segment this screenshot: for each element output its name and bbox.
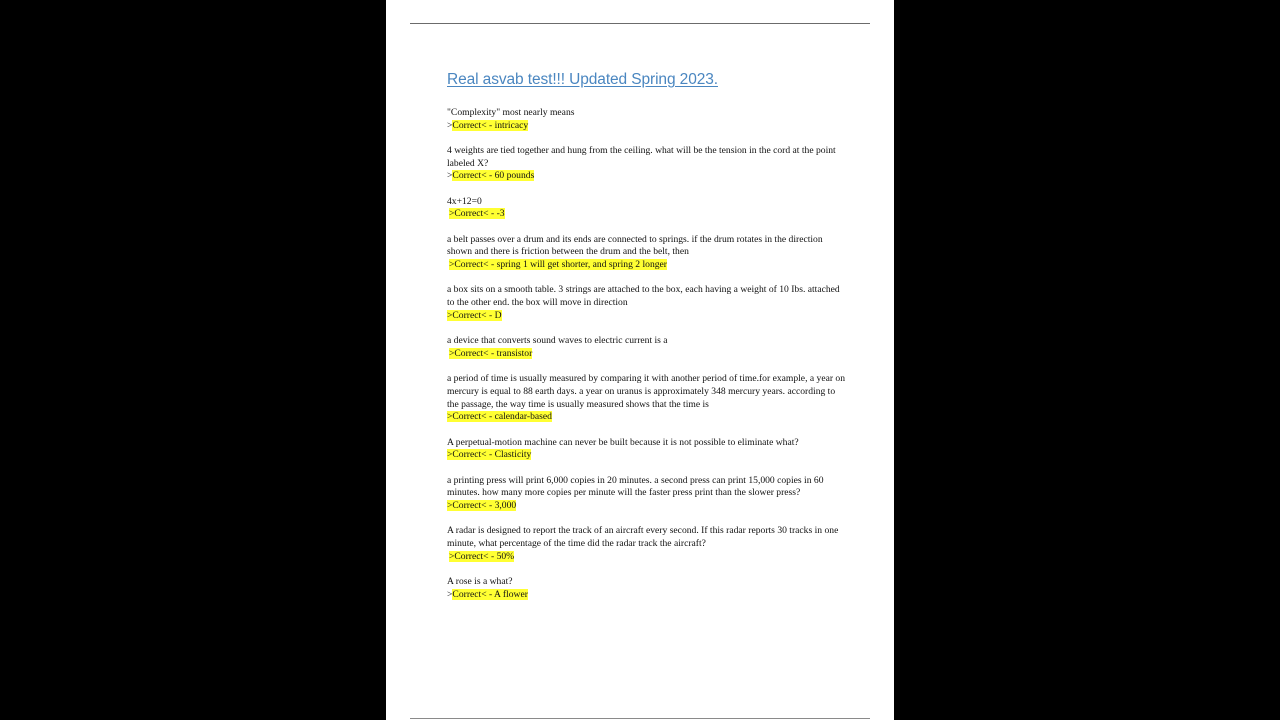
qa-item: [447, 145, 847, 183]
answer-highlight: Correct< - A flower: [452, 588, 528, 600]
question-text: a printing press will print 6,000 copies in 20 minutes. a second press can print 15,000 copies in 60 minutes. how many more copies per minute will the faster press print than the slower press?: [447, 474, 824, 499]
answer-line: [447, 449, 847, 462]
document-page: [386, 0, 894, 720]
question-text: a device that converts sound waves to electric current is a: [447, 335, 668, 347]
answer-line: [447, 170, 847, 183]
answer-line: [447, 411, 847, 424]
question-text: a box sits on a smooth table. 3 strings are attached to the box, each having a weight of 10 Ibs. attached to the other end. the box will move in direction: [447, 284, 840, 309]
qa-item: [447, 107, 847, 132]
qa-item: [447, 196, 847, 221]
answer-highlight: >Correct< - -3: [449, 208, 505, 220]
answer-prefix: >: [447, 170, 453, 182]
footer-divider: [410, 718, 870, 719]
answer-highlight: >Correct< - 3,000: [447, 499, 517, 511]
qa-item: [447, 284, 847, 322]
answer-line: [447, 348, 847, 361]
document-title: Real asvab test!!! Updated Spring 2023.: [447, 71, 718, 88]
answer-highlight: >Correct< - transistor: [449, 347, 533, 359]
question-text: "Complexity" most nearly means: [447, 107, 575, 118]
answer-line: [447, 120, 847, 133]
question-text: 4x+12=0: [447, 195, 482, 207]
header-divider: [410, 23, 870, 24]
qa-item: [447, 335, 847, 360]
answer-line: [447, 310, 847, 323]
qa-item: [447, 373, 847, 424]
answer-prefix: >: [447, 119, 453, 131]
answer-highlight: >Correct< - 50%: [449, 550, 515, 562]
qa-item: [447, 437, 847, 462]
question-text: A rose is a what?: [447, 575, 513, 587]
question-text: a period of time is usually measured by comparing it with another period of time.for example, a year on mercury is equal to 88 earth days. a year on uranus is approximately 348 mercury years. according to the passage, the way time is usually measured shows that the time is: [447, 373, 846, 410]
question-text: 4 weights are tied together and hung from the ceiling. what will be the tension in the cord at the point labeled X?: [447, 145, 836, 169]
question-answer-list: [447, 107, 847, 614]
answer-line: [447, 208, 847, 221]
answer-highlight: >Correct< - calendar-based: [447, 411, 552, 423]
question-text: A radar is designed to report the track of an aircraft every second. If this radar reports 30 tracks in one minute, what percentage of the time did the radar track the aircraft?: [447, 525, 839, 549]
answer-line: [447, 589, 847, 602]
question-text: A perpetual-motion machine can never be built because it is not possible to eliminate what?: [447, 436, 799, 448]
answer-highlight: >Correct< - Clasticity: [447, 449, 532, 461]
answer-line: [447, 259, 847, 272]
question-text: a belt passes over a drum and its ends are connected to springs. if the drum rotates in the direction shown and there is friction between the drum and the belt, then: [447, 233, 823, 258]
qa-item: [447, 576, 847, 601]
qa-item: [447, 525, 847, 563]
qa-item: [447, 475, 847, 513]
answer-highlight: >Correct< - D: [447, 309, 502, 321]
answer-highlight: Correct< - 60 pounds: [452, 170, 535, 182]
answer-line: [447, 551, 847, 564]
answer-line: [447, 500, 847, 513]
answer-prefix: >: [447, 588, 453, 600]
answer-highlight: Correct< - intricacy: [452, 119, 529, 131]
qa-item: [447, 234, 847, 272]
answer-highlight: >Correct< - spring 1 will get shorter, and spring 2 longer: [449, 259, 667, 271]
